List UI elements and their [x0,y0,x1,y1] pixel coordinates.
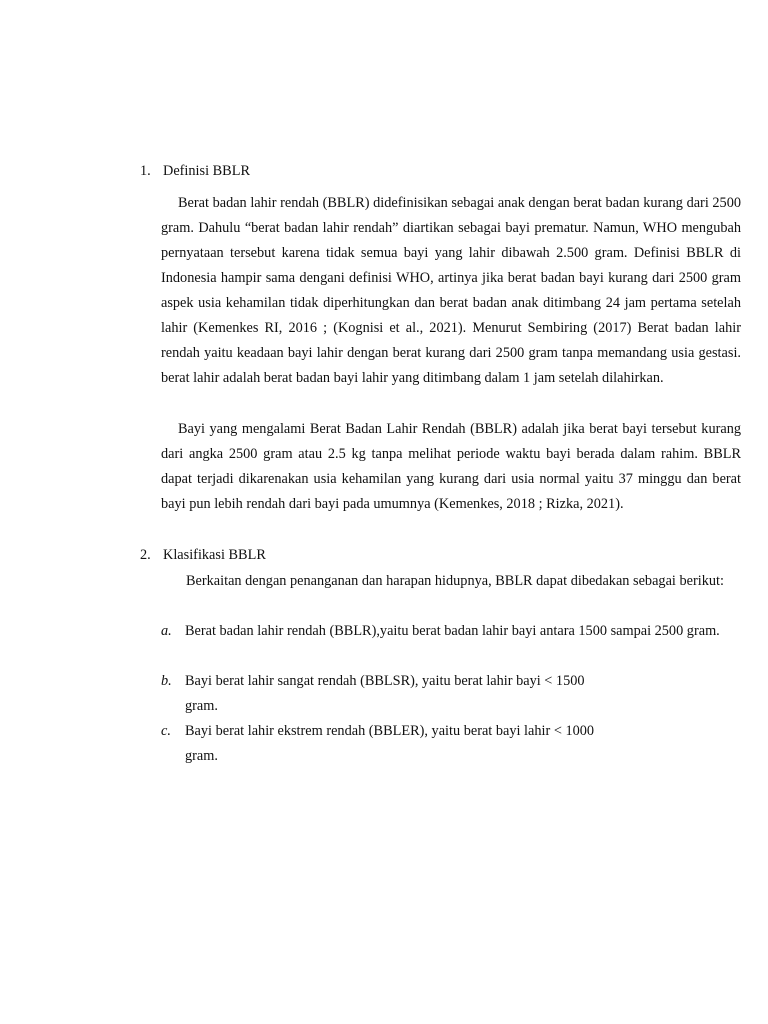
list-item-text: Berat badan lahir rendah (BBLR),yaitu berat badan lahir bayi antara 1500 sampai 2500 gram. [185,623,720,639]
section-title: Klasifikasi BBLR [163,547,266,563]
list-item [161,669,741,719]
list-marker: b. [161,673,172,689]
list-item-text: Bayi berat lahir ekstrem rendah (BBLER), yaitu berat bayi lahir < 1000 gram. [185,723,595,764]
paragraph-definisi-2: Bayi yang mengalami Berat Badan Lahir Rendah (BBLR) adalah jika berat bayi tersebut kurang dari angka 2500 gram atau 2.5 kg tanpa melihat periode waktu bayi berada dalam rahim. BBLR dapat terjadi dikarenakan usia kehamilan yang kurang dari usia normal yaitu 37 minggu dan berat bayi pun lebih rendah dari bayi pada umumnya (Kemenkes, 2018 ; Rizka, 2021). [161,421,741,512]
section-number: 2. [140,547,151,563]
list-item [161,719,741,769]
section-number: 1. [140,163,151,179]
section-title: Definisi BBLR [163,163,250,179]
section-heading-klasifikasi [140,543,266,568]
list-item-text: Bayi berat lahir sangat rendah (BBLSR), yaitu berat lahir bayi < 1500 gram. [185,673,585,714]
paragraph-klasifikasi-intro: Berkaitan dengan penanganan dan harapan hidupnya, BBLR dapat dibedakan sebagai berikut: [186,573,724,589]
list-marker: c. [161,723,171,739]
section-heading-definisi [140,159,250,184]
list-marker: a. [161,623,172,639]
paragraph-definisi-1: Berat badan lahir rendah (BBLR) didefinisikan sebagai anak dengan berat badan kurang dari 2500 gram. Dahulu “berat badan lahir rendah” diartikan sebagai bayi prematur. Namun, WHO mengubah pernyataan tersebut karena tidak semua bayi yang lahir dibawah 2.500 gram. Definisi BBLR di Indonesia hampir sama dengani definisi WHO, artinya jika berat badan bayi kurang dari 2500 gram aspek usia kehamilan tidak diperhitungkan dan berat badan anak ditimbang 24 jam pertama setelah lahir (Kemenkes RI, 2016 ; (Kognisi et al., 2021). Menurut Sembiring (2017) Berat badan lahir rendah yaitu keadaan bayi lahir dengan berat kurang dari 2500 gram tanpa memandang usia gestasi. berat lahir adalah berat badan bayi lahir yang ditimbang dalam 1 jam setelah dilahirkan. [161,195,741,386]
list-item [161,619,741,644]
